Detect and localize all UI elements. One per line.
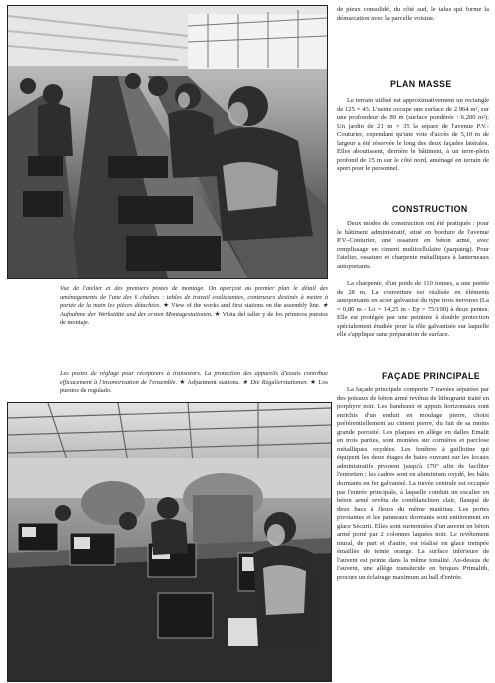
plan-masse-text: Le terrain utilisé est approximativement un rectangle de 125 × 43. L'usine occupe une surface de 2.964 m², sur une profondeur de 89 m (surface pondérée : 6.200 m²). Un jardin de 21 m × 35 la sépare de l'avenue P.V.-Couturier, cependant qu'une voie d'accès de 5,10 m de largeur a été réservée le long des deux façades latérales. Elles aboutissent, derrière le bâtiment, à un terre-plein profond de 15 m sur le côté nord, aménagé en terrain de sport pour le personnel. (337, 97, 489, 173)
caption-mid-french: Les postes de réglage pour récepteurs à transistors. La protection des appareils d'essais contribue efficacement à l'insonorisation de l'ensemble. (60, 370, 328, 386)
intro-text: de pieux consolidé, du côté sud, le talus qui forme la démarcation avec la parcelle voisine. (337, 6, 489, 22)
caption-adjustment-stations (60, 370, 328, 396)
caption-top-german: ★ Aufnahme der Werkstätte und der ersten Montagestationen. (60, 302, 328, 318)
facade-principale-text: La façade principale comporte 7 travées séparées par des poteaux de béton armé revêtus de lithogranit traité en porphyre noir. Les bandeaux et appuis horizontaux sont enrichis d'un enduit en moulage pierre, choisi préférentiellement au ciment pierre, du fait de sa moins grande porosité. Les plaques en allège en dalles Emalit en trois parties, sont montées sur cornières et parclose métalliques oxydées. Les fenêtres à guillotine qui équipent les deux étages de baies ouvrant sur les locaux administratifs pivotent jusqu'à 170° afin de faciliter l'entretien ; les cadres sont en aluminium oxydé, les bâtis dormants en fer galvanisé. La travée centrale est occupée par l'entrée principale, à laquelle conduit un escalier en béton armé revêtu de comblanchien clair, flanqué de deux bacs à fleurs du même matériau. Les portes pivotantes et les panneaux dormants sont entièrement en glace Sécurit. Elles sont surmontées d'un auvent en béton armé porté par 2 colonnes laquées noir. Le revêtement mural, de part et d'autre, est réalisé en glace trempée émaillée de teinte orange. La surface inférieure de l'auvent est peinte dans la même tonalité. Au-dessus de l'auvent, une allège translucide en briques Primalith, procure un éclairage maximum au hall d'entrée. (337, 386, 489, 582)
caption-mid-german: ★ Die Regulierstationen. (241, 378, 308, 386)
transistor-adjustment-stations-photo (7, 402, 332, 682)
construction-section-2 (337, 280, 489, 340)
facade-principale-heading: FAÇADE PRINCIPALE (382, 371, 481, 381)
plan-masse-section (337, 97, 489, 174)
intro-paragraph (337, 6, 489, 23)
caption-mid-spanish: ★ Los puestos de regulado. (60, 378, 328, 395)
facade-principale-section (337, 386, 489, 583)
construction-text-2: La charpente, d'un poids de 110 tonnes, a une portée de 28 m. La couverture est réalisée en éléments autoportants en acier galvanisé du type trois nervures (La = 0,80 m - Lo = 14,25 m - Ep = 75/100) à deux pentes. Elle est protégée par une peinture à double protection spécialement étudiée pour la tôle galvanisée sur laquelle elle s'applique sans préparation de surface. (337, 280, 489, 339)
assembly-line-image (8, 6, 327, 278)
construction-heading: CONSTRUCTION (392, 204, 468, 214)
factory-assembly-line-photo (7, 5, 328, 279)
caption-top-english: ★ View of the works and first stations on the assembly line. (163, 302, 321, 310)
construction-text-1: Deux modes de construction ont été pratiqués : pour le bâtiment administratif, situé en bordure de l'avenue P.V.-Couturier, une ossature en béton armé, avec remplissage en ciment multicellulaire (parpaing). Pour l'atelier, ossature et charpente métalliques à lanterneaux autoportants. (337, 220, 489, 270)
caption-top-spanish: ★ Vista del taller y de los primeros puestos de montaje. (60, 310, 328, 327)
caption-mid-english: ★ Adjustment stations. (179, 378, 240, 386)
plan-masse-heading: PLAN MASSE (390, 79, 452, 89)
construction-section-1 (337, 220, 489, 271)
adjustment-stations-image (8, 403, 331, 681)
caption-assembly-line (60, 285, 328, 328)
caption-top-french: Vue de l'atelier et des premiers postes de montage. On aperçoit au premier plan le détail des aménagements de l'une des 6 chaînes : tables de travail coulissantes, conteneurs destinés à mettre à portée de la main les pièces détachées. (60, 285, 328, 310)
